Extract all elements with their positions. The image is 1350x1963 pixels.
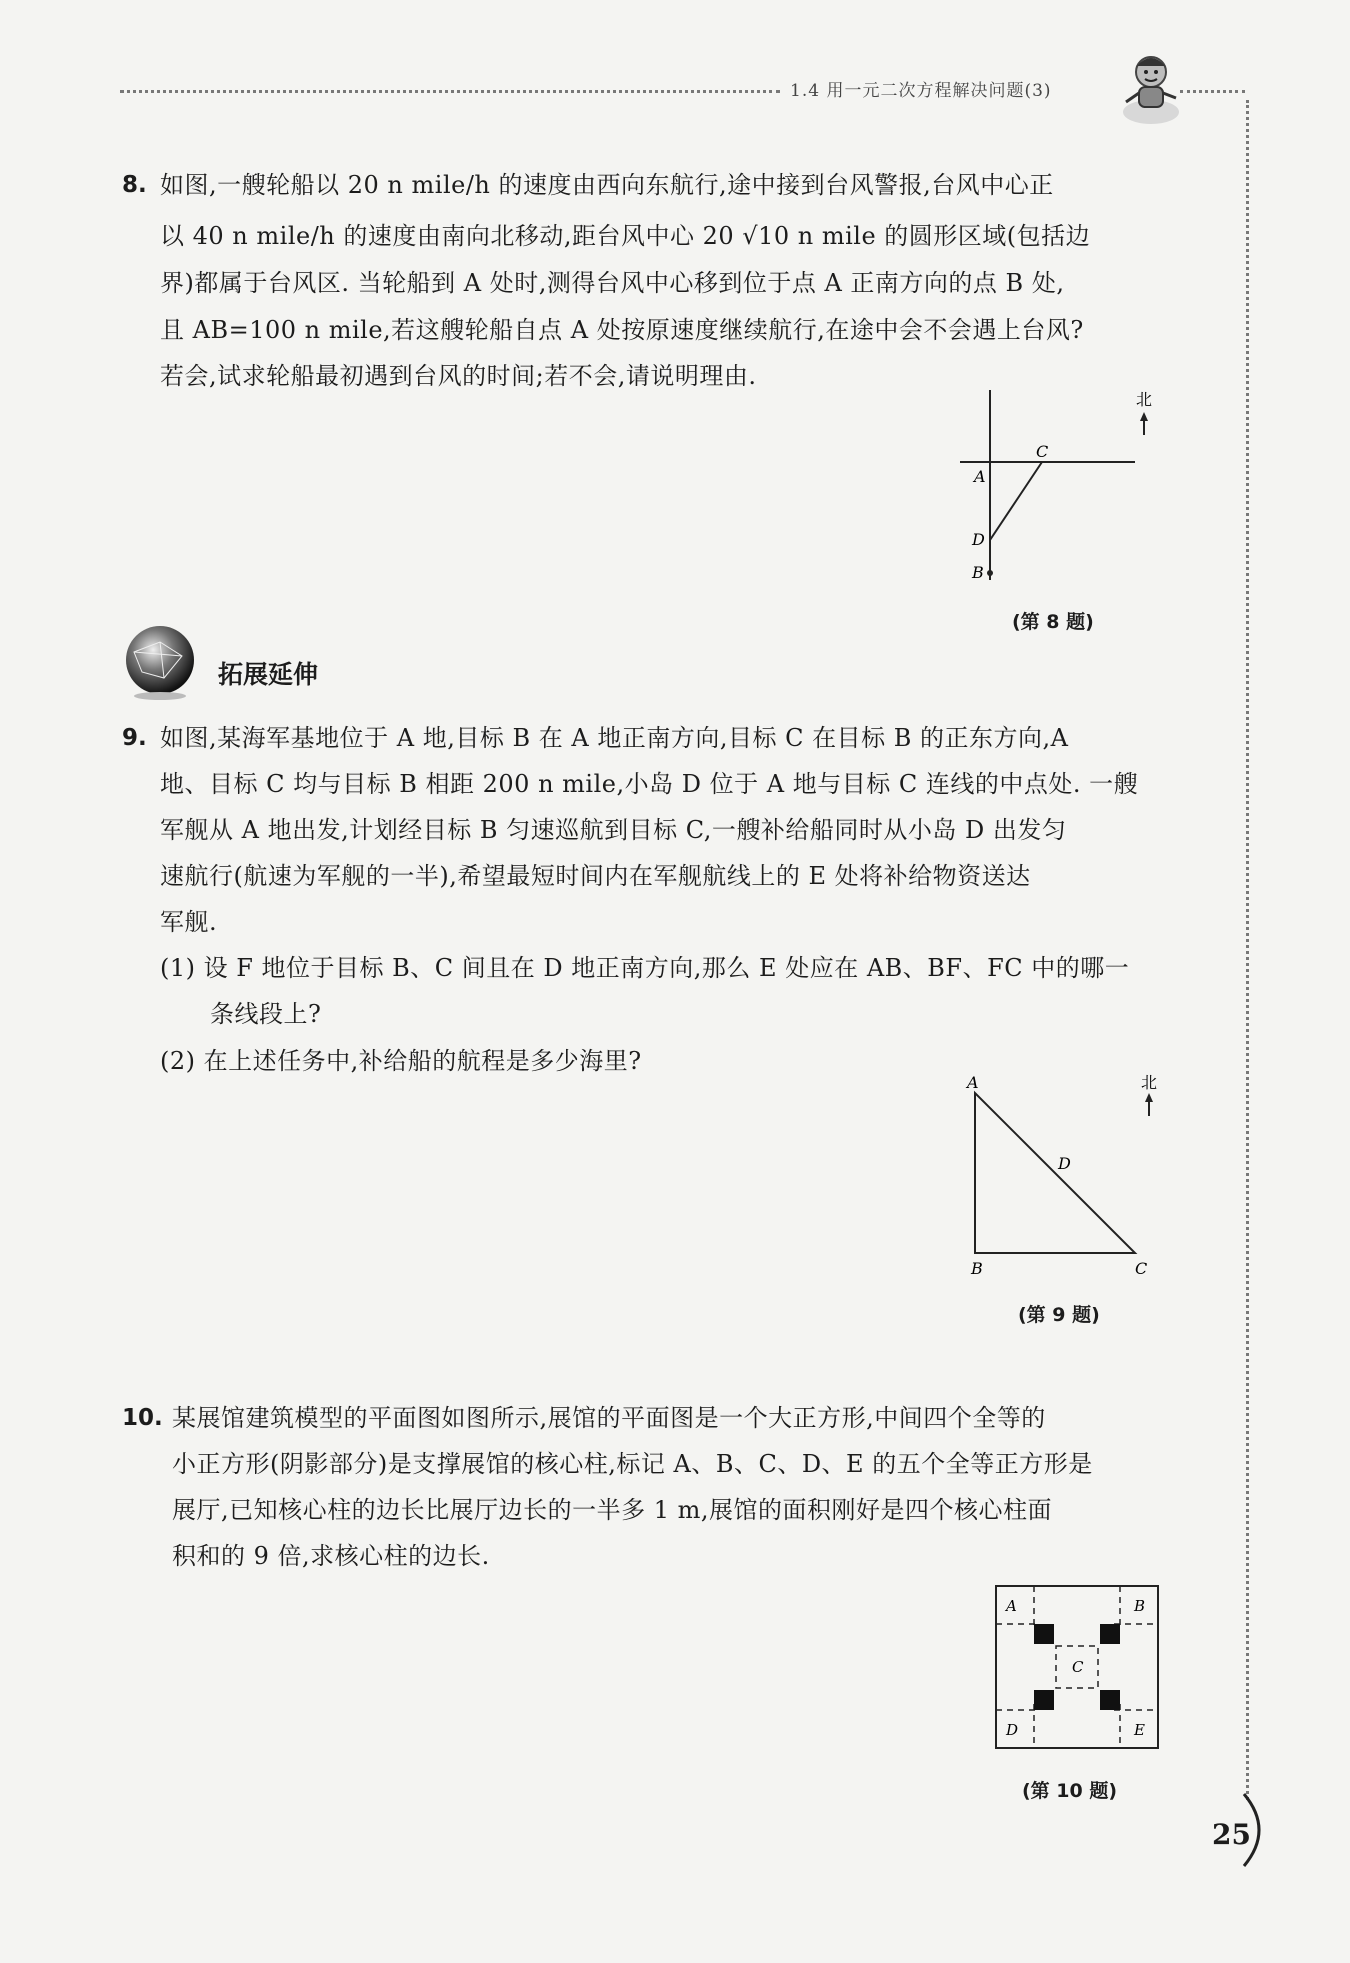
label-d: D [1006,1721,1019,1739]
point-b-dot [987,570,993,576]
q8-line-3: 界)都属于台风区. 当轮船到 A 处时,测得台风中心移到位于点 A 正南方向的点 B 处, [160,269,1065,297]
label-a: A [974,467,986,486]
q9-figure [955,1068,1158,1278]
question-8-number: 8. [122,172,147,198]
q8-figure [950,385,1153,585]
globe-icon [120,622,200,702]
q8-line-5: 若会,试求轮船最初遇到台风的时间;若不会,请说明理由. [160,362,757,390]
north-label: 北 [1136,390,1153,409]
label-e: E [1134,1721,1145,1739]
margin-rule [1246,100,1249,1800]
core-pillar [1100,1624,1120,1644]
q10-line-3: 展厅,已知核心柱的边长比展厅边长的一半多 1 m,展馆的面积刚好是四个核心柱面 [172,1496,1053,1524]
question-10-number: 10. [122,1405,163,1431]
label-c: C [1135,1259,1148,1278]
q9-line-4: 速航行(航速为军舰的一半),希望最短时间内在军舰航线上的 E 处将补给物资送达 [160,862,1031,890]
page-number: 25 [1212,1818,1251,1851]
q9-sub1-line-1: (1) 设 F 地位于目标 B、C 间且在 D 地正南方向,那么 E 处应在 AB、BF、FC 中的哪一 [160,954,1130,982]
label-b: B [971,1259,983,1278]
label-b: B [972,563,984,582]
q10-caption: (第 10 题) [1022,1780,1118,1802]
label-c: C [1036,442,1049,461]
q9-sub1-line-2: 条线段上? [210,1000,322,1028]
q9-line-1: 如图,某海军基地位于 A 地,目标 B 在 A 地正南方向,目标 C 在目标 B 的正东方向,A [160,724,1069,752]
label-b: B [1134,1597,1146,1615]
label-a: A [1006,1597,1017,1615]
question-9-number: 9. [122,725,147,751]
header-section-title: 1.4 用一元二次方程解决问题(3) [790,81,1052,101]
section-title: 拓展延伸 [218,660,319,689]
q10-figure [990,1580,1170,1760]
q8-line-1: 如图,一艘轮船以 20 n mile/h 的速度由西向东航行,途中接到台风警报,台风中心正 [160,171,1054,199]
core-pillar [1034,1690,1054,1710]
cartoon-boy-icon [1118,48,1184,130]
q9-line-2: 地、目标 C 均与目标 B 相距 200 n mile,小岛 D 位于 A 地与目标 C 连线的中点处. 一艘 [160,770,1139,798]
line-dc [990,462,1042,540]
header-rule [120,90,780,93]
label-c: C [1072,1658,1084,1676]
q10-line-1: 某展馆建筑模型的平面图如图所示,展馆的平面图是一个大正方形,中间四个全等的 [172,1404,1046,1432]
label-a: A [967,1073,979,1092]
q9-caption: (第 9 题) [1018,1304,1100,1326]
q9-line-5: 军舰. [160,908,218,936]
core-pillar [1034,1624,1054,1644]
q10-line-4: 积和的 9 倍,求核心柱的边长. [172,1542,490,1570]
header-rule-right [1180,90,1245,93]
q9-sub2: (2) 在上述任务中,补给船的航程是多少海里? [160,1047,642,1075]
q8-line-4: 且 AB=100 n mile,若这艘轮船自点 A 处按原速度继续航行,在途中会不会遇上台风? [160,316,1084,344]
q8-caption: (第 8 题) [1012,611,1094,633]
triangle-abc [975,1093,1135,1253]
q9-line-3: 军舰从 A 地出发,计划经目标 B 匀速巡航到目标 C,一艘补给船同时从小岛 D 出发匀 [160,816,1067,844]
q8-line-2: 以 40 n mile/h 的速度由南向北移动,距台风中心 20 √10 n mile 的圆形区域(包括边 [160,222,1091,250]
label-d: D [1058,1154,1071,1173]
north-label: 北 [1141,1073,1158,1092]
label-d: D [972,530,985,549]
q10-line-2: 小正方形(阴影部分)是支撑展馆的核心柱,标记 A、B、C、D、E 的五个全等正方形是 [172,1450,1093,1478]
core-pillar [1100,1690,1120,1710]
